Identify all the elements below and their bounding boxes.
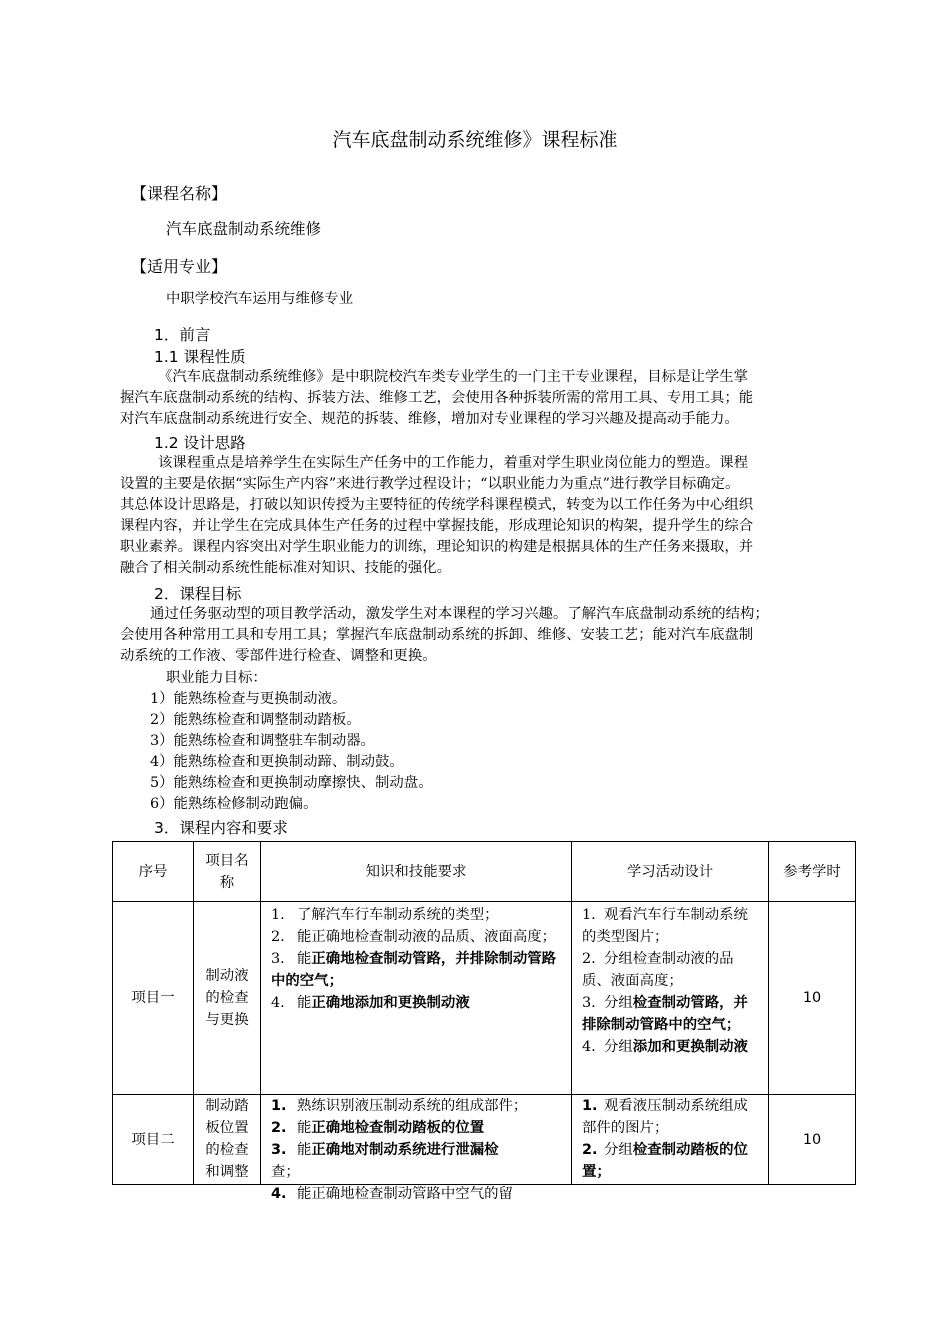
row1-seq: 项目一 — [113, 902, 194, 1095]
row1-knowledge — [261, 902, 572, 1095]
list-item: 2. 分组检查制动踏板的位置； — [582, 1142, 748, 1180]
paragraph-line: 动系统的工作液、零部件进行检查、调整和更换。 — [120, 648, 437, 664]
row1-activity — [572, 902, 769, 1095]
list-item: 1. 观看液压制动系统组成部件的图片； — [582, 1098, 748, 1136]
row1-hours: 10 — [769, 902, 856, 1095]
major-heading: 【适用专业】 — [131, 257, 228, 276]
ability-item: 3）能熟练检查和调整驻车制动器。 — [150, 733, 376, 749]
table-row — [113, 1095, 856, 1185]
ability-item: 2）能熟练检查和调整制动踏板。 — [150, 712, 361, 728]
list-item: 4. 能正确地添加和更换制动液 — [271, 995, 470, 1011]
paragraph-line: 《汽车底盘制动系统维修》是中职院校汽车类专业学生的一门主干专业课程，目标是让学生掌 — [158, 369, 749, 385]
list-item: 1. 熟练识别液压制动系统的组成部件； — [271, 1098, 528, 1114]
header-activity: 学习活动设计 — [572, 842, 769, 902]
header-knowledge: 知识和技能要求 — [261, 842, 572, 902]
list-item: 2. 能正确地检查制动液的品质、液面高度； — [271, 929, 557, 945]
row2-name-line: 的检查 — [205, 1142, 249, 1158]
list-item: 3. 能正确地检查制动管路，并排除制动管路中的空气； — [271, 951, 557, 989]
list-item: 1. 观看汽车行车制动系统的类型图片； — [582, 907, 748, 945]
header-project-line: 项目名 — [205, 852, 249, 869]
paragraph-line: 对汽车底盘制动系统进行安全、规范的拆装、维修，增加对专业课程的学习兴趣及提高动手能力。 — [120, 411, 739, 427]
row2-seq: 项目二 — [113, 1095, 194, 1185]
row2-hours: 10 — [769, 1095, 856, 1185]
paragraph-line: 其总体设计思路是，打破以知识传授为主要特征的传统学科课程模式，转变为以工作任务为中心组织 — [120, 497, 754, 513]
section-3-heading: 3．课程内容和要求 — [154, 819, 288, 837]
course-name-heading: 【课程名称】 — [131, 184, 228, 203]
row1-name-line: 制动液 — [205, 968, 249, 984]
row2-activity — [572, 1095, 769, 1185]
row2-knowledge — [261, 1095, 572, 1202]
ability-heading: 职业能力目标： — [166, 670, 267, 686]
ability-item: 5）能熟练检查和更换制动摩擦快、制动盘。 — [150, 775, 433, 791]
list-item: 4. 分组添加和更换制动液 — [582, 1039, 748, 1055]
page-title: 汽车底盘制动系统维修》课程标准 — [332, 129, 618, 151]
list-item: 2. 能正确地检查制动踏板的位置 — [271, 1120, 485, 1136]
row2-name-line: 板位置 — [205, 1120, 249, 1136]
header-hours: 参考学时 — [769, 842, 856, 902]
row1-name-line: 与更换 — [205, 1012, 249, 1028]
course-content-table — [112, 841, 856, 1202]
paragraph-line: 该课程重点是培养学生在实际生产任务中的工作能力，着重对学生职业岗位能力的塑造。课程 — [158, 455, 749, 471]
header-seq: 序号 — [113, 842, 194, 902]
section-1-2-heading: 1.2 设计思路 — [154, 434, 246, 452]
course-name: 汽车底盘制动系统维修 — [166, 220, 322, 238]
paragraph-line: 课程内容，并让学生在完成具体生产任务的过程中掌握技能，形成理论知识的构架，提升学生的综合 — [120, 518, 754, 534]
list-item: 3. 分组检查制动管路，并排除制动管路中的空气； — [582, 995, 748, 1033]
list-item: 4. 能正确地检查制动管路中空气的留 — [271, 1186, 513, 1202]
row2-name — [194, 1095, 261, 1185]
ability-item: 1）能熟练检查与更换制动液。 — [150, 691, 347, 707]
section-1-1-heading: 1.1 课程性质 — [154, 348, 246, 366]
major-text: 中职学校汽车运用与维修专业 — [166, 291, 354, 307]
row2-name-line: 和调整 — [205, 1164, 249, 1180]
table-row — [113, 902, 856, 1095]
list-item: 1. 了解汽车行车制动系统的类型； — [271, 907, 499, 923]
list-item: 2. 分组检查制动液的品质、液面高度； — [582, 951, 734, 989]
paragraph-line: 通过任务驱动型的项目教学活动，激发学生对本课程的学习兴趣。了解汽车底盘制动系统的结构； — [150, 606, 769, 622]
row2-name-line: 制动踏 — [205, 1098, 249, 1114]
paragraph-line: 职业素养。课程内容突出对学生职业能力的训练，理论知识的构建是根据具体的生产任务来摄取，并 — [120, 539, 754, 555]
row1-name-line: 的检查 — [205, 990, 249, 1006]
paragraph-line: 融合了相关制动系统性能标准对知识、技能的强化。 — [120, 560, 451, 576]
ability-item: 4）能熟练检查和更换制动蹄、制动鼓。 — [150, 754, 404, 770]
section-1-heading: 1．前言 — [154, 326, 211, 344]
section-2-heading: 2．课程目标 — [154, 585, 242, 603]
list-item: 3. 能正确地对制动系统进行泄漏检 — [271, 1142, 499, 1158]
paragraph-line: 设置的主要是依据“实际生产内容”来进行教学过程设计；“以职业能力为重点”进行教学目标确定。 — [120, 476, 740, 492]
row1-name — [194, 902, 261, 1095]
header-project — [194, 842, 261, 902]
table-header-row — [113, 842, 856, 902]
ability-item: 6）能熟练检修制动跑偏。 — [150, 796, 318, 812]
header-project-line: 称 — [219, 874, 235, 891]
paragraph-line: 会使用各种常用工具和专用工具；掌握汽车底盘制动系统的拆卸、维修、安装工艺；能对汽车底盘制 — [120, 627, 754, 643]
paragraph-line: 握汽车底盘制动系统的结构、拆装方法、维修工艺，会使用各种拆装所需的常用工具、专用工具；能 — [120, 390, 754, 406]
list-item: 查； — [271, 1164, 300, 1180]
